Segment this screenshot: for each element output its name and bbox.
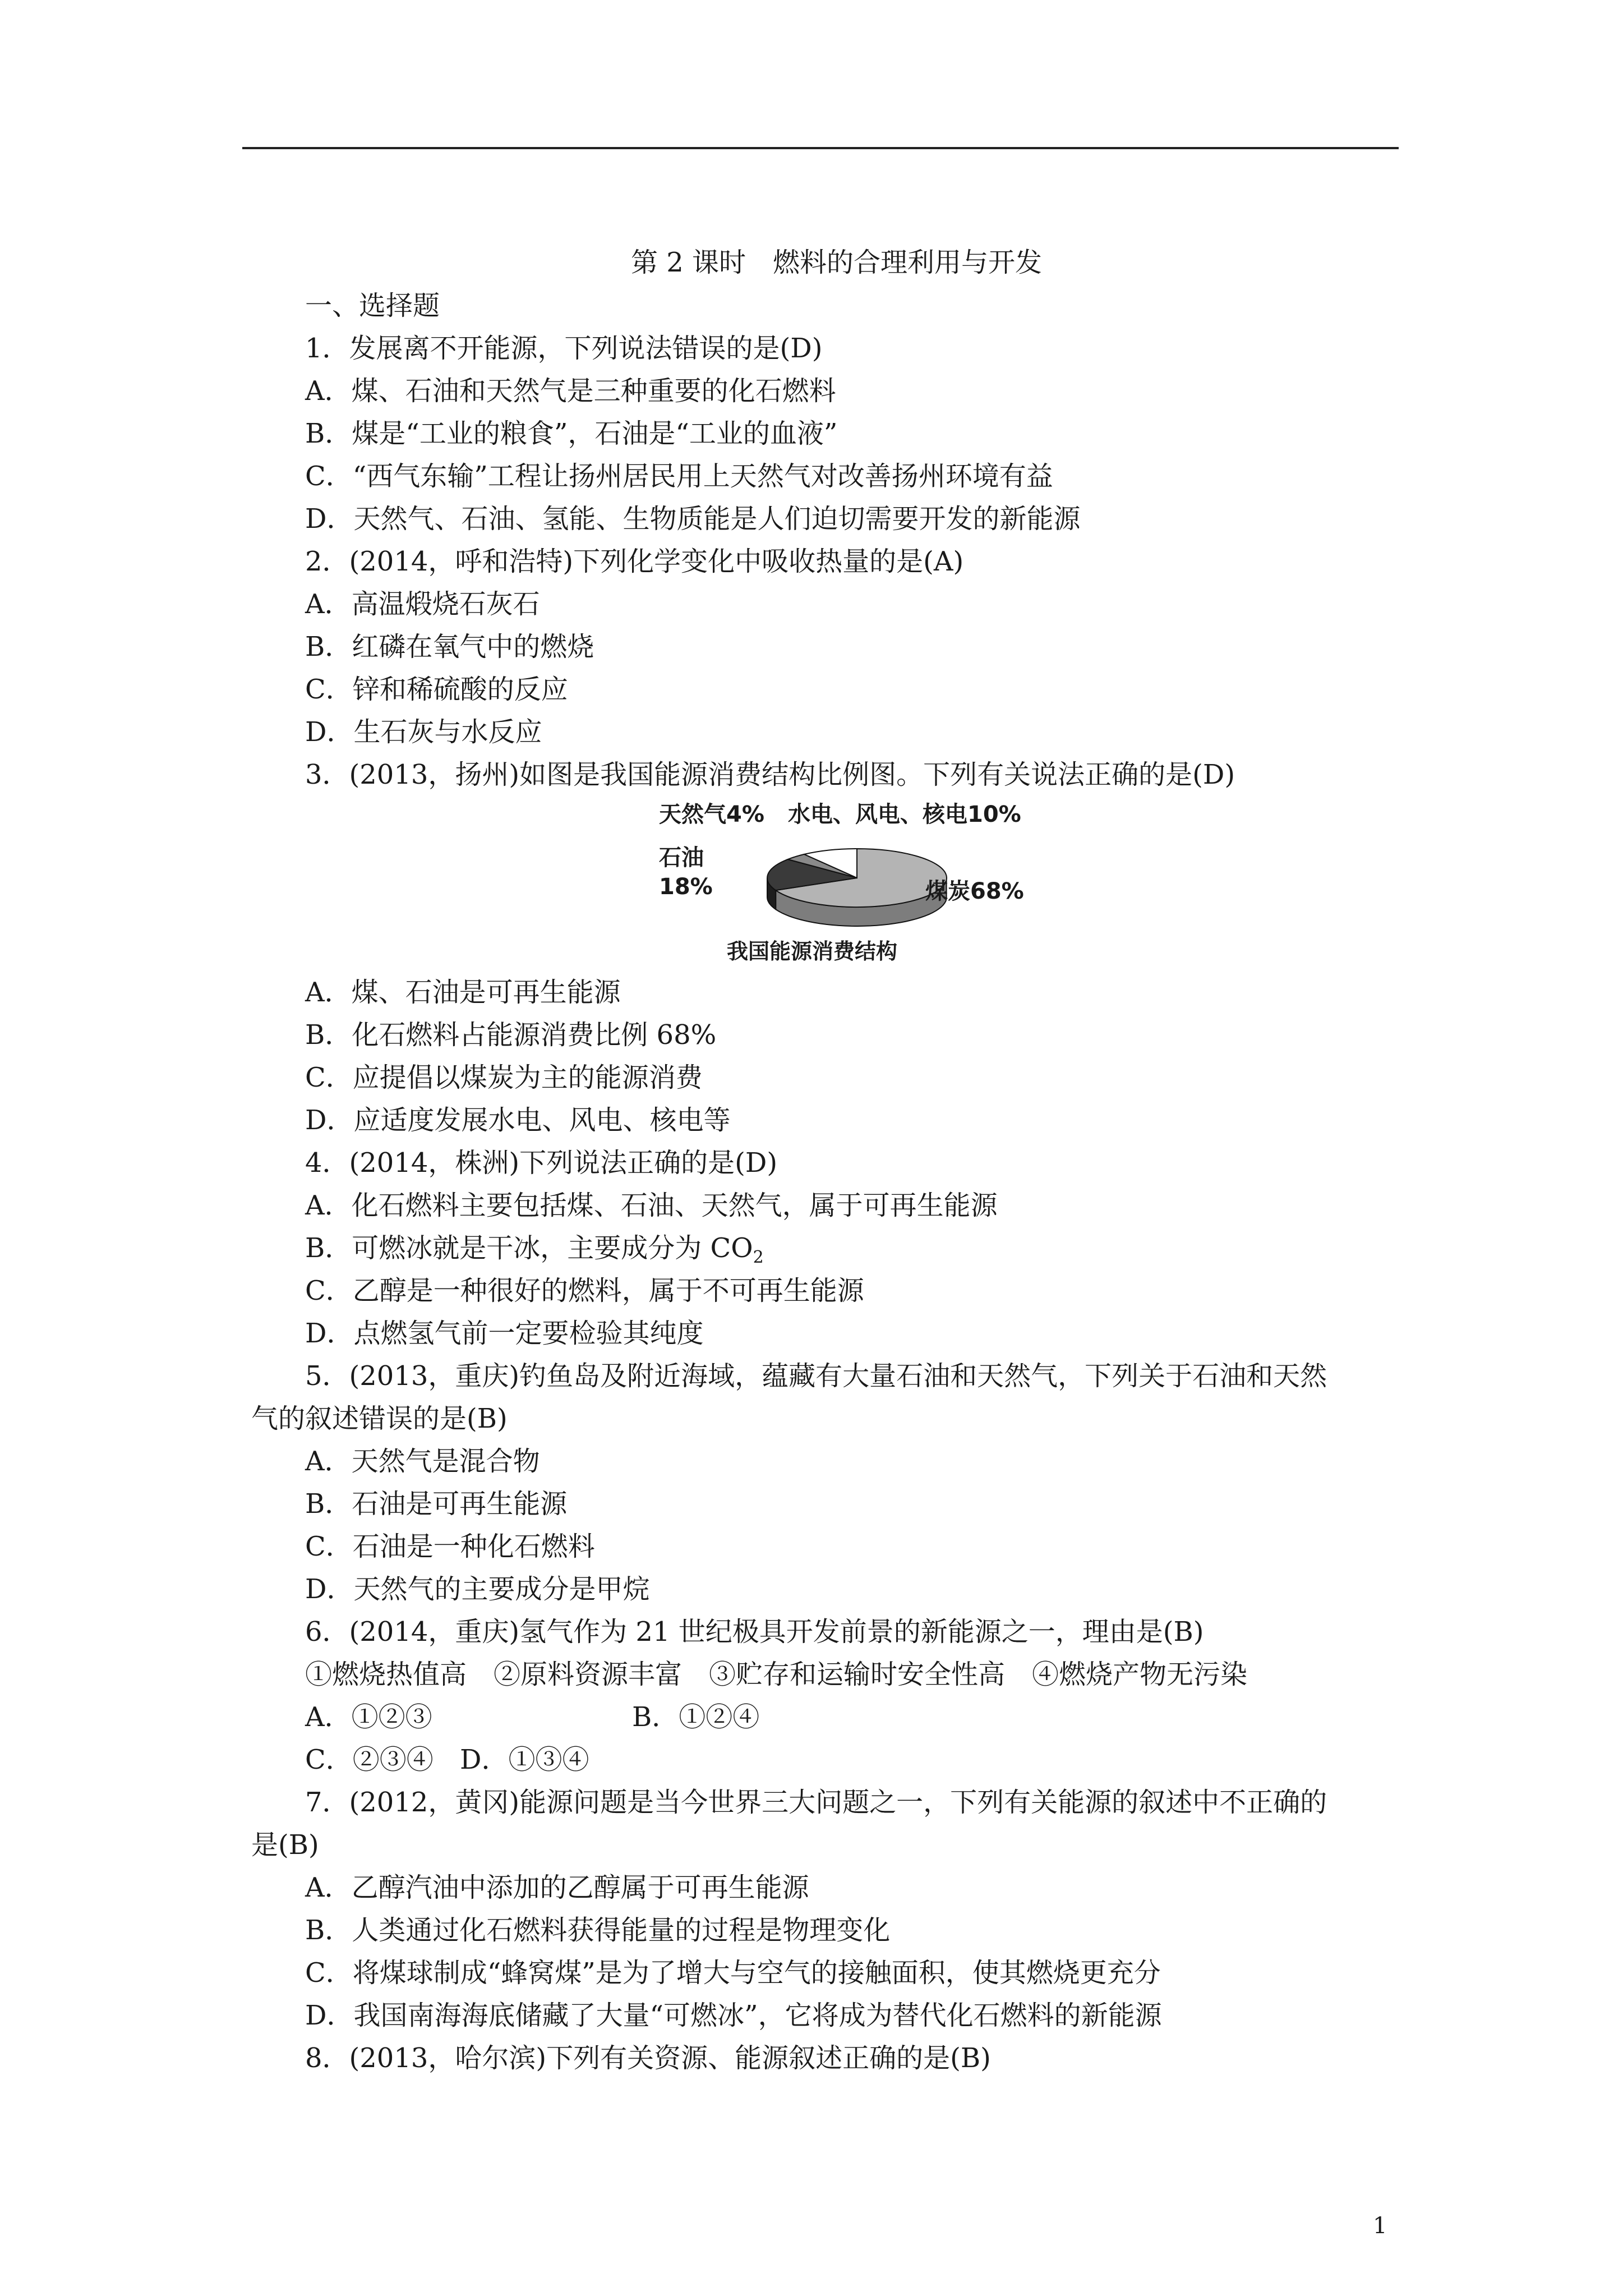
q7-stem-line2: 是(B) — [251, 1829, 319, 1861]
q7-option-d: D．我国南海海底储藏了大量“可燃冰”，它将成为替代化石燃料的新能源 — [305, 2000, 1162, 2031]
q7-stem-line1: 7．(2012，黄冈)能源问题是当今世界三大问题之一，下列有关能源的叙述中不正确的 — [305, 1787, 1327, 1818]
q1-option-c: C．“西气东输”工程让扬州居民用上天然气对改善扬州环境有益 — [305, 461, 1053, 492]
chart-label-hydro: 水电、风电、核电10% — [788, 802, 1021, 827]
q5-stem-line1: 5．(2013，重庆)钓鱼岛及附近海域，蕴藏有大量石油和天然气，下列关于石油和天然 — [305, 1360, 1327, 1392]
q3-option-c: C．应提倡以煤炭为主的能源消费 — [305, 1062, 703, 1093]
header-rule — [242, 147, 1399, 149]
q1-option-a: A．煤、石油和天然气是三种重要的化石燃料 — [305, 375, 836, 407]
co2-subscript: 2 — [753, 1248, 764, 1267]
q2-stem: 2．(2014，呼和浩特)下列化学变化中吸收热量的是(A) — [305, 546, 964, 577]
q5-option-a: A．天然气是混合物 — [305, 1446, 540, 1477]
chart-label-oil: 石油 — [659, 845, 704, 871]
q2-option-d: D．生石灰与水反应 — [305, 716, 542, 748]
q2-option-b: B．红磷在氧气中的燃烧 — [305, 631, 594, 662]
page-title: 第 2 课时 燃料的合理利用与开发 — [631, 247, 1043, 278]
q2-option-c: C．锌和稀硫酸的反应 — [305, 674, 568, 705]
q1-option-b: B．煤是“工业的粮食”，石油是“工业的血液” — [305, 418, 838, 449]
q6-option-b: B．①②④ — [632, 1701, 760, 1733]
q5-option-c: C．石油是一种化石燃料 — [305, 1531, 595, 1562]
q6-option-c: C．②③④ — [305, 1744, 434, 1775]
q1-option-d: D．天然气、石油、氢能、生物质能是人们迫切需要开发的新能源 — [305, 503, 1081, 535]
q5-stem-line2: 气的叙述错误的是(B) — [251, 1403, 508, 1434]
q4-option-b — [305, 1231, 764, 1274]
q5-option-d: D．天然气的主要成分是甲烷 — [305, 1573, 650, 1605]
q4-option-d: D．点燃氢气前一定要检验其纯度 — [305, 1318, 704, 1349]
q8-stem: 8．(2013，哈尔滨)下列有关资源、能源叙述正确的是(B) — [305, 2042, 991, 2074]
q4-option-c: C．乙醇是一种很好的燃料，属于不可再生能源 — [305, 1275, 864, 1306]
q7-option-a: A．乙醇汽油中添加的乙醇属于可再生能源 — [305, 1872, 809, 1903]
q7-option-b: B．人类通过化石燃料获得能量的过程是物理变化 — [305, 1915, 891, 1946]
q6-items: ①燃烧热值高 ②原料资源丰富 ③贮存和运输时安全性高 ④燃烧产物无污染 — [305, 1659, 1248, 1690]
chart-label-oil-pct: 18% — [659, 874, 713, 900]
q3-option-d: D．应适度发展水电、风电、核电等 — [305, 1105, 731, 1136]
q7-option-c: C．将煤球制成“蜂窝煤”是为了增大与空气的接触面积，使其燃烧更充分 — [305, 1957, 1161, 1989]
q3-option-b: B．化石燃料占能源消费比例 68% — [305, 1019, 717, 1051]
q3-stem: 3．(2013，扬州)如图是我国能源消费结构比例图。下列有关说法正确的是(D) — [305, 759, 1235, 790]
chart-caption: 我国能源消费结构 — [727, 939, 898, 964]
q5-option-b: B．石油是可再生能源 — [305, 1488, 568, 1520]
section-heading: 一、选择题 — [305, 290, 440, 321]
q6-option-d: D．①③④ — [460, 1744, 589, 1775]
q3-option-a: A．煤、石油是可再生能源 — [305, 977, 621, 1008]
q6-stem: 6．(2014，重庆)氢气作为 21 世纪极具开发前景的新能源之一，理由是(B) — [305, 1616, 1204, 1648]
q4-option-a: A．化石燃料主要包括煤、石油、天然气，属于可再生能源 — [305, 1190, 998, 1221]
q4-stem: 4．(2014，株洲)下列说法正确的是(D) — [305, 1147, 778, 1179]
q6-option-a: A．①②③ — [305, 1701, 432, 1733]
chart-label-coal: 煤炭68% — [925, 878, 1024, 904]
chart-label-gas: 天然气4% — [659, 802, 764, 827]
q4-option-b-text: B．可燃冰就是干冰，主要成分为 CO — [305, 1232, 753, 1264]
q1-stem: 1．发展离不开能源，下列说法错误的是(D) — [305, 333, 823, 364]
q2-option-a: A．高温煅烧石灰石 — [305, 588, 540, 620]
page-number: 1 — [1373, 2213, 1387, 2239]
